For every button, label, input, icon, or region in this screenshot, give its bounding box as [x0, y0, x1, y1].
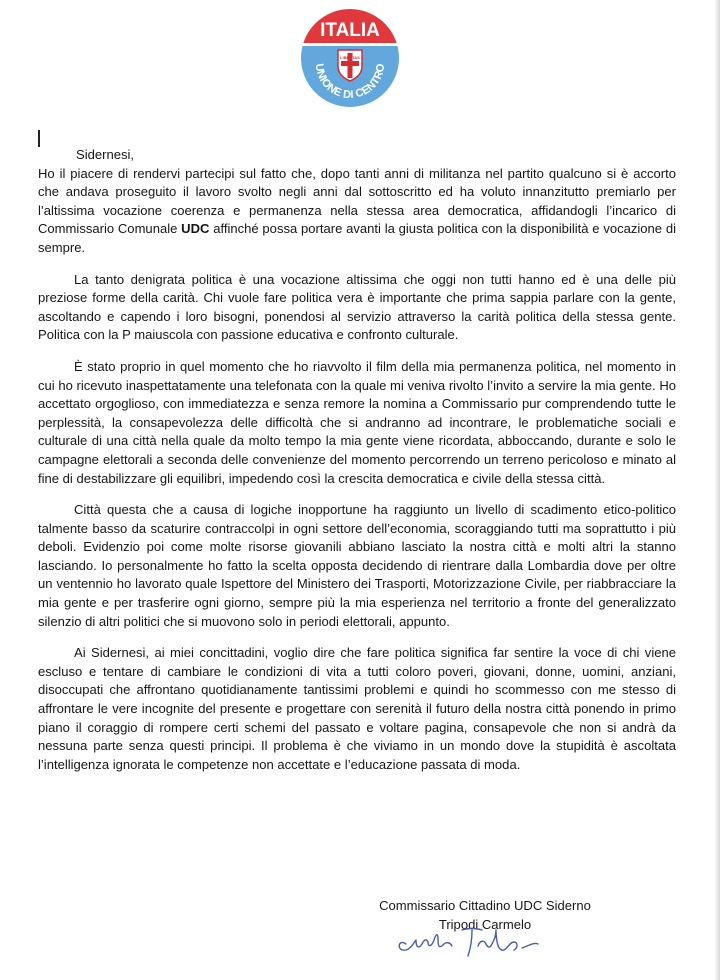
intro-text: Ho il piacere di rendervi partecipi sul fatto che, dopo tanti anni di militanza nel partito qualcuno si è accorto che andava proseguito il lavoro svolto negli anni dal sottoscritto ed ha voluto innanzitutto premiarlo per l’altissima vocazione coerenza e permanenza nella stessa area democratica, affidandogli l’incarico di Commissario Comunale [38, 165, 676, 237]
intro-text-end: affinché possa portare avanti la giusta politica con la disponibilità e vocazione di sempre. [38, 221, 676, 255]
logo-top-text: ITALIA [320, 20, 380, 41]
salutation: Sidernesi, [76, 147, 135, 162]
paragraph: È stato proprio in quel momento che ho riavvolto il film della mia permanenza politica, nel momento in cui ho ricevuto inaspettatamente una telefonata con la quale mi veniva rivolto l’invito a servire la mia gente. Ho accettato orgoglioso, con immediatezza e senza remore la nomina a Commissario pur comprendendo tutte le perplessità, la consapevolezza delle difficoltà che si andranno ad incontrare, le problematiche sociali e culturale di una città nella quale da molto tempo la mia gente viene ricordata, abboccando, durante e solo le campagne elettorali a seconda delle convenienze del momento percorrendo un terreno pericoloso e minato al fine di destabilizzare gli equilibri, impedendo così la crescita democratica e civile della stessa città. [38, 358, 676, 486]
text-cursor [38, 130, 40, 147]
udc-logo [298, 6, 402, 110]
signature-title: Commissario Cittadino UDC Siderno [379, 898, 591, 913]
paragraph-intro [38, 165, 676, 258]
letter-body [38, 146, 676, 774]
logo-ring-text: UNIONE DI CENTRO [312, 62, 388, 102]
party-name: UDC [181, 221, 210, 237]
paragraph: Ai Sidernesi, ai miei concittadini, voglio dire che fare politica significa far sentire la voce di chi viene escluso e tentare di cambiare le condizioni di vita a tutti coloro poveri, giovani, donne, uomini, anziani, disoccupati che affrontano quotidianamente tantissimi problemi e quindi ho scommesso con me stesso di affrontare le vere incognite del presente e progettare con serenità il futuro della nostra città ponendo in primo piano il coraggio di rompere certi schemi del passato e voltare pagina, consapevole che non si andrà da nessuna parte senza questi principi. Il problema è che viviamo in un mondo dove la stupidità è ascoltata l’intelligenza ignorata le competenze non accettate e l’educazione passata di moda. [38, 645, 676, 772]
signature-name: Tripodi Carmelo [438, 916, 532, 932]
handwritten-signature [392, 918, 552, 962]
page-edge-shadow [714, 0, 720, 980]
paragraph: Città questa che a causa di logiche inopportune ha raggiunto un livello di scadimento etico-politico talmente basso da scaturire contraccolpi in ogni settore dell’economia, scoraggiando tutti ma soprattutto i più deboli. Evidenzio poi come molte risorse giovanili abbiano lasciato la nostra città e molti altri la stanno lasciando. Io personalmente ho fatto la scelta opposta decidendo di rientrare dalla Lombardia dove per oltre un ventennio ho lavorato quale Ispettore del Ministero dei Trasporti, Motorizzazione Civile, per riabbracciare la mia gente e per trasferire ogni giorno, sempre più la mia esperienza nel territorio a fronte del generalizzato silenzio di altri politici che si muovono solo in periodi elettorali, appunto. [38, 502, 676, 629]
logo-shield-text: LIBERTAS [340, 55, 360, 60]
paragraph: La tanto denigrata politica è una vocazione altissima che oggi non tutti hanno ed è una delle più preziose forme della carità. Chi vuole fare politica vera è importante che prima sappia parlare con la gente, ascoltando e capendo i loro bisogni, ponendosi al servizio attraverso la carità politica della stessa gente. Politica con la P maiuscola con passione educativa e confronto culturale. [38, 271, 676, 343]
